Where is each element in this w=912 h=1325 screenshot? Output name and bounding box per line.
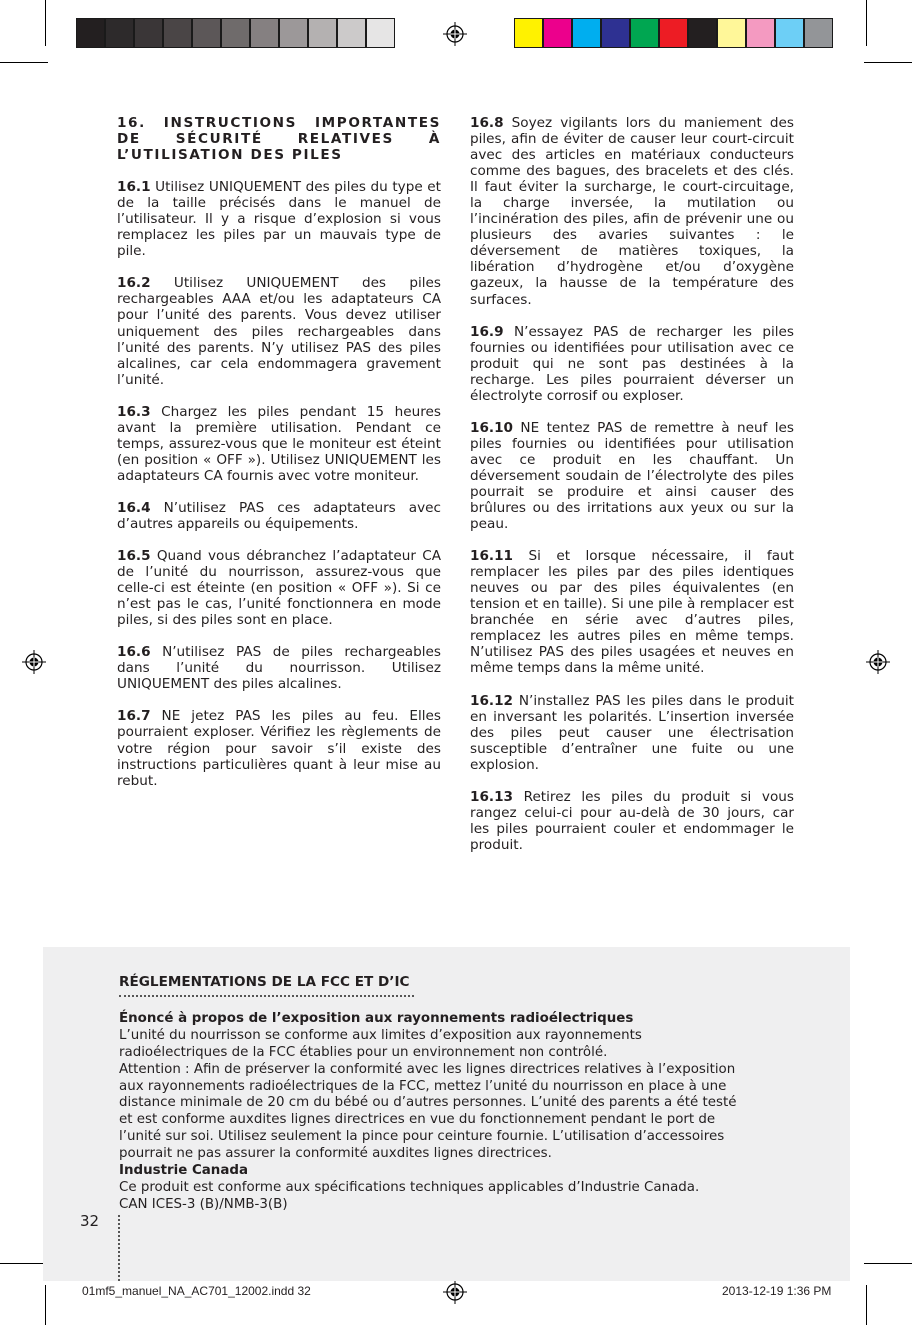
- item-number: 16.11: [470, 548, 513, 565]
- registration-mark-icon: [443, 1280, 467, 1304]
- crop-mark: [0, 1263, 48, 1264]
- item-number: 16.3: [117, 403, 151, 420]
- safety-item: [117, 548, 441, 628]
- right-column: [470, 115, 794, 869]
- crop-mark: [45, 0, 46, 46]
- item-number: 16.10: [470, 419, 513, 436]
- color-swatch: [366, 18, 395, 48]
- item-text: Quand vous débranchez l’adaptateur CA de l’unité du nourrisson, assurez-vous que celle-ci est éteinte (en position « OFF »). Si ce n’est pas le cas, l’unité fonctionnera en mode piles, si des piles sont en place.: [117, 548, 441, 629]
- dotted-divider: [119, 994, 414, 997]
- item-text: NE tentez PAS de remettre à neuf les piles fournies ou identifiées pour utilisation avec ce produit en les chauffant. Un déversement soudain de l’électrolyte des piles pourrait se produire et ainsi causer des brûlures ou des irritations aux yeux ou sur la peau.: [470, 419, 794, 533]
- crop-mark: [864, 62, 912, 63]
- fcc-line: CAN ICES-3 (B)/NMB-3(B): [119, 1196, 288, 1212]
- item-text: Retirez les piles du produit si vous rangez celui-ci pour au-delà de 30 jours, car les piles pourraient couler et endommager le produit.: [470, 788, 794, 853]
- item-number: 16.2: [117, 275, 151, 292]
- fcc-line: distance minimale de 20 cm du bébé ou d’autres personnes. L’unité des parents a été testé: [119, 1095, 737, 1111]
- fcc-content: [119, 974, 799, 1214]
- fcc-line: Attention : Afin de préserver la conformité avec les lignes directrices relatives à l’exposition: [119, 1061, 736, 1077]
- industry-canada-title: Industrie Canada: [119, 1163, 248, 1179]
- color-swatch: [514, 18, 543, 48]
- left-column: [117, 115, 441, 805]
- fcc-line: et est conforme auxdites lignes directrices en vue du fonctionnement pendant le port de: [119, 1112, 716, 1128]
- fcc-body: [119, 1028, 799, 1163]
- registration-mark-icon: [443, 22, 467, 46]
- registration-mark-icon: [866, 650, 890, 674]
- color-swatch: [105, 18, 134, 48]
- fcc-subtitle: Énoncé à propos de l’exposition aux rayonnements radioélectriques: [119, 1010, 634, 1026]
- safety-item: [470, 324, 794, 404]
- safety-item: [470, 115, 794, 308]
- crop-mark: [0, 62, 48, 63]
- section-title: 16. INSTRUCTIONS IMPORTANTES DE SÉCURITÉ RELATIVES À L’UTILISATION DES PILES: [117, 115, 441, 164]
- item-number: 16.8: [470, 115, 504, 131]
- safety-item: [117, 644, 441, 692]
- crop-mark: [864, 1263, 912, 1264]
- crop-mark: [45, 1285, 46, 1325]
- item-text: N’utilisez PAS ces adaptateurs avec d’autres appareils ou équipements.: [117, 499, 441, 532]
- item-number: 16.12: [470, 692, 513, 709]
- color-swatch: [543, 18, 572, 48]
- fcc-line: Ce produit est conforme aux spécifications techniques applicables d’Industrie Canada.: [119, 1179, 700, 1195]
- item-text: Utilisez UNIQUEMENT des piles rechargeables AAA et/ou les adaptateurs CA pour l’unité des parents. Vous devez utiliser uniquement des piles rechargeables dans l’unité des parents. N’y utilisez PAS des piles alcalines, car cela endommagera gravement l’unité.: [117, 275, 441, 388]
- item-text: NE jetez PAS les piles au feu. Elles pourraient exploser. Vérifiez les règlements de votre région pour savoir s’il existe des instructions particulières quant à leur mise au rebut.: [117, 708, 441, 789]
- safety-item: [470, 548, 794, 676]
- safety-item: [470, 789, 794, 853]
- fcc-title: RÉGLEMENTATIONS DE LA FCC ET D’IC: [119, 974, 410, 990]
- right-item-list: [470, 115, 794, 853]
- left-item-list: [117, 179, 441, 789]
- safety-item: [117, 179, 441, 259]
- item-number: 16.13: [470, 788, 513, 805]
- color-swatch: [76, 18, 105, 48]
- color-swatch: [221, 18, 250, 48]
- safety-item: [470, 693, 794, 773]
- color-swatch: [308, 18, 337, 48]
- fcc-line: radioélectriques de la FCC établies pour un environnement non contrôlé.: [119, 1044, 608, 1060]
- safety-item: [470, 420, 794, 532]
- color-swatch: [630, 18, 659, 48]
- fcc-line: l’unité sur soi. Utilisez seulement la pince pour ceinture fournie. L’utilisation d’accessoires: [119, 1129, 725, 1145]
- item-number: 16.5: [117, 548, 151, 565]
- color-swatch: [717, 18, 746, 48]
- item-text: N’utilisez PAS de piles rechargeables dans l’unité du nourrisson. Utilisez UNIQUEMENT des piles alcalines.: [117, 644, 441, 693]
- registration-mark-icon: [22, 650, 46, 674]
- slug-filename: 01mf5_manuel_NA_AC701_12002.indd 32: [82, 1284, 311, 1298]
- industry-canada-body: [119, 1180, 799, 1214]
- color-swatch: [279, 18, 308, 48]
- slug-date: 2013-12-19 1:36 PM: [722, 1284, 832, 1298]
- color-swatch: [163, 18, 192, 48]
- dotted-vertical-divider: [118, 1215, 120, 1281]
- crop-mark: [866, 1285, 867, 1325]
- grayscale-color-bar: [76, 18, 395, 48]
- item-text: Chargez les piles pendant 15 heures avant la première utilisation. Pendant ce temps, assurez-vous que le moniteur est éteint (en position « OFF »). Utilisez UNIQUEMENT les adaptateurs CA fournis avec votre moniteur.: [117, 403, 441, 484]
- color-swatch: [250, 18, 279, 48]
- fcc-line: aux rayonnements radioélectriques de la FCC, mettez l’unité du nourrisson en place à une: [119, 1078, 727, 1094]
- crop-mark: [866, 0, 867, 46]
- safety-item: [117, 708, 441, 788]
- item-text: Soyez vigilants lors du maniement des piles, afin de éviter de causer leur court-circuit avec des articles en matériaux conducteurs comme des bagues, des bracelets et des clés. Il faut éviter la surcharge, le court-circuitage, la charge inversée, la mutilation ou l’incinération des piles, afin de prévenir une ou plusieurs des avaries suivantes : le déversement de matières toxiques, la libération d’hydrogène et/ou d’oxygène gazeux, la hausse de la température des surfaces.: [470, 115, 794, 308]
- fcc-line: L’unité du nourrisson se conforme aux limites d’exposition aux rayonnements: [119, 1027, 642, 1043]
- item-number: 16.1: [117, 179, 151, 196]
- color-swatch: [659, 18, 688, 48]
- color-swatch: [572, 18, 601, 48]
- item-number: 16.6: [117, 644, 151, 661]
- item-text: Si et lorsque nécessaire, il faut remplacer les piles par des piles identiques neuves ou par des piles équivalentes (en tension et en taille). Si une pile à remplacer est branchée en série avec d’autres piles, remplacez les autres piles en même temps. N’utilisez PAS des piles usagées et neuves en même temps dans la même unité.: [470, 548, 794, 677]
- item-number: 16.9: [470, 323, 504, 340]
- page-number: 32: [80, 1212, 100, 1230]
- color-swatch: [804, 18, 833, 48]
- safety-item: [117, 404, 441, 484]
- color-swatch: [746, 18, 775, 48]
- item-text: N’installez PAS les piles dans le produit en inversant les polarités. L’insertion inversée des piles peut causer une électrisation susceptible d’entraîner une fuite ou une explosion.: [470, 692, 794, 773]
- color-swatch: [337, 18, 366, 48]
- item-text: Utilisez UNIQUEMENT des piles du type et de la taille précisés dans le manuel de l’utilisateur. Il y a risque d’explosion si vous remplacez les piles par un mauvais type de pile.: [117, 179, 441, 260]
- safety-item: [117, 500, 441, 532]
- color-swatch: [688, 18, 717, 48]
- fcc-line: pourrait ne pas assurer la conformité auxdites lignes directrices.: [119, 1146, 552, 1162]
- safety-item: [117, 275, 441, 387]
- color-swatch: [134, 18, 163, 48]
- item-number: 16.7: [117, 708, 151, 725]
- item-number: 16.4: [117, 499, 151, 516]
- color-swatch: [601, 18, 630, 48]
- item-text: N’essayez PAS de recharger les piles fournies ou identifiées pour utilisation avec ce produit qui ne sont pas destinées à la recharge. Les piles pourraient déverser un électrolyte corrosif ou exploser.: [470, 323, 794, 404]
- color-swatch: [775, 18, 804, 48]
- process-color-bar: [514, 18, 833, 48]
- color-swatch: [192, 18, 221, 48]
